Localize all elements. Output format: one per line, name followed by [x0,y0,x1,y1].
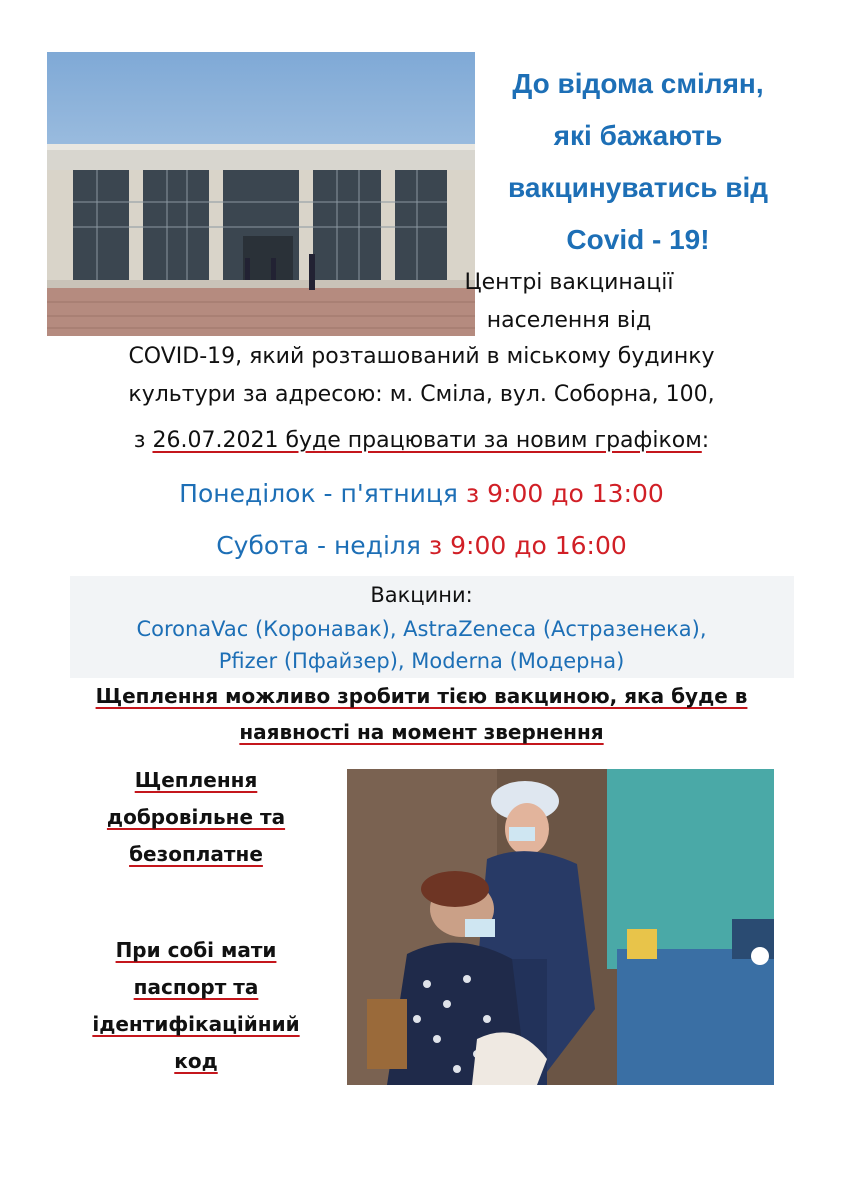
schedule-hours: з 9:00 до 16:00 [428,531,627,560]
headline-line: які бажають [553,120,723,151]
intro-date-suffix: : [701,428,710,453]
bring-documents-notice [66,932,326,1080]
bring-line: код [174,1049,218,1073]
vaccination-photo [347,769,774,1085]
schedule-weekend [0,528,843,564]
intro-date-underlined: 26.07.2021 буде працювати за новим графіком [152,428,702,453]
vaccines-title: Вакцини: [370,583,473,607]
headline-line: До відома смілян, [512,68,764,99]
schedule-weekdays [0,476,843,512]
intro-date-line [0,424,843,458]
headline-line: Covid - 19! [566,224,710,255]
voluntary-notice [66,762,326,873]
voluntary-line: Щеплення [134,768,258,792]
intro-date-prefix: з [133,428,153,453]
intro-line: населення від [486,308,652,333]
bring-line: ідентифікаційний [92,1012,300,1036]
headline [482,58,794,266]
intro-line: Центрі вакцинації [464,270,674,295]
bring-line: паспорт та [133,975,259,999]
vaccine-note-text: наявності на момент звернення [239,720,604,744]
vaccines-list-line: CoronaVac (Коронавак), AstraZeneca (Астразенека), [136,617,707,641]
headline-line: вакцинуватись від [507,172,768,203]
schedule-days: Субота - неділя [216,531,421,560]
voluntary-line: безоплатне [129,842,263,866]
vaccine-note-line [0,716,843,749]
bring-line: При собі мати [115,938,277,962]
vaccine-note-line [0,680,843,713]
intro-line: COVID-19, який розташований в міському будинку [128,344,715,369]
intro-line: культури за адресою: м. Сміла, вул. Соборна, 100, [128,382,715,407]
voluntary-line: добровільне та [106,805,286,829]
vaccines-list-line: Pfizer (Пфайзер), Moderna (Модерна) [218,649,625,673]
schedule-hours: з 9:00 до 13:00 [465,479,664,508]
vaccine-note-text: Щеплення можливо зробити тією вакциною, яка буде в [95,684,748,708]
schedule-days: Понеділок - п'ятниця [179,479,458,508]
